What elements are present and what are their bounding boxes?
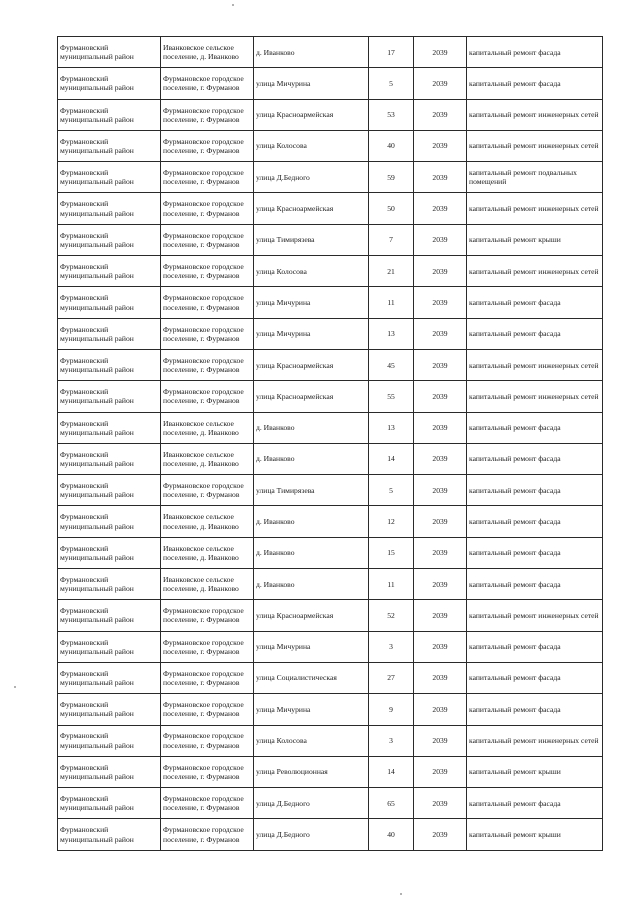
settlement-cell: Фурмановское городское поселение, г. Фурманов: [161, 318, 254, 349]
street-cell: улица Колосова: [254, 130, 369, 161]
settlement-cell: Фурмановское городское поселение, г. Фурманов: [161, 256, 254, 287]
work-type-cell: капитальный ремонт фасада: [467, 68, 603, 99]
year-cell: 2039: [414, 694, 467, 725]
house-number-cell: 52: [369, 600, 414, 631]
work-type-cell: капитальный ремонт крыши: [467, 224, 603, 255]
house-number-cell: 45: [369, 349, 414, 380]
work-type-cell: капитальный ремонт фасада: [467, 475, 603, 506]
street-cell: улица Социалистическая: [254, 662, 369, 693]
table-row: [58, 381, 603, 412]
street-cell: улица Революционная: [254, 756, 369, 787]
house-number-cell: 7: [369, 224, 414, 255]
district-cell: Фурмановский муниципальный район: [58, 224, 161, 255]
year-cell: 2039: [414, 569, 467, 600]
table-row: [58, 193, 603, 224]
street-cell: улица Мичурина: [254, 287, 369, 318]
settlement-cell: Фурмановское городское поселение, г. Фурманов: [161, 162, 254, 193]
year-cell: 2039: [414, 256, 467, 287]
district-cell: Фурмановский муниципальный район: [58, 412, 161, 443]
district-cell: Фурмановский муниципальный район: [58, 537, 161, 568]
district-cell: Фурмановский муниципальный район: [58, 694, 161, 725]
table-row: [58, 819, 603, 850]
year-cell: 2039: [414, 725, 467, 756]
year-cell: 2039: [414, 412, 467, 443]
street-cell: улица Красноармейская: [254, 99, 369, 130]
district-cell: Фурмановский муниципальный район: [58, 130, 161, 161]
house-number-cell: 14: [369, 443, 414, 474]
district-cell: Фурмановский муниципальный район: [58, 68, 161, 99]
scan-speck: [232, 4, 234, 6]
year-cell: 2039: [414, 224, 467, 255]
settlement-cell: Фурмановское городское поселение, г. Фурманов: [161, 130, 254, 161]
settlement-cell: Фурмановское городское поселение, г. Фурманов: [161, 193, 254, 224]
table-row: [58, 37, 603, 68]
work-type-cell: капитальный ремонт фасада: [467, 412, 603, 443]
settlement-cell: Иванковское сельское поселение, д. Иванково: [161, 569, 254, 600]
settlement-cell: Иванковское сельское поселение, д. Иванково: [161, 537, 254, 568]
district-cell: Фурмановский муниципальный район: [58, 725, 161, 756]
work-type-cell: капитальный ремонт фасада: [467, 287, 603, 318]
work-type-cell: капитальный ремонт инженерных сетей: [467, 725, 603, 756]
house-number-cell: 12: [369, 506, 414, 537]
table-row: [58, 662, 603, 693]
street-cell: д. Иванково: [254, 443, 369, 474]
settlement-cell: Иванковское сельское поселение, д. Иванково: [161, 37, 254, 68]
district-cell: Фурмановский муниципальный район: [58, 381, 161, 412]
settlement-cell: Фурмановское городское поселение, г. Фурманов: [161, 725, 254, 756]
year-cell: 2039: [414, 99, 467, 130]
street-cell: д. Иванково: [254, 569, 369, 600]
table-row: [58, 443, 603, 474]
work-type-cell: капитальный ремонт фасада: [467, 318, 603, 349]
table-body: [58, 37, 603, 851]
year-cell: 2039: [414, 475, 467, 506]
district-cell: Фурмановский муниципальный район: [58, 287, 161, 318]
settlement-cell: Фурмановское городское поселение, г. Фурманов: [161, 694, 254, 725]
district-cell: Фурмановский муниципальный район: [58, 256, 161, 287]
settlement-cell: Фурмановское городское поселение, г. Фурманов: [161, 662, 254, 693]
street-cell: улица Мичурина: [254, 68, 369, 99]
year-cell: 2039: [414, 506, 467, 537]
table-row: [58, 68, 603, 99]
work-type-cell: капитальный ремонт подвальных помещений: [467, 162, 603, 193]
street-cell: улица Д.Бедного: [254, 788, 369, 819]
year-cell: 2039: [414, 130, 467, 161]
year-cell: 2039: [414, 600, 467, 631]
table-row: [58, 318, 603, 349]
table-row: [58, 694, 603, 725]
district-cell: Фурмановский муниципальный район: [58, 162, 161, 193]
table-row: [58, 788, 603, 819]
table-row: [58, 287, 603, 318]
table-row: [58, 256, 603, 287]
table-row: [58, 600, 603, 631]
street-cell: д. Иванково: [254, 537, 369, 568]
district-cell: Фурмановский муниципальный район: [58, 99, 161, 130]
street-cell: улица Мичурина: [254, 694, 369, 725]
house-number-cell: 11: [369, 287, 414, 318]
house-number-cell: 5: [369, 475, 414, 506]
settlement-cell: Иванковское сельское поселение, д. Иванково: [161, 443, 254, 474]
house-number-cell: 5: [369, 68, 414, 99]
year-cell: 2039: [414, 193, 467, 224]
work-type-cell: капитальный ремонт инженерных сетей: [467, 193, 603, 224]
house-number-cell: 65: [369, 788, 414, 819]
table-row: [58, 99, 603, 130]
street-cell: улица Тимирязева: [254, 475, 369, 506]
year-cell: 2039: [414, 68, 467, 99]
table-row: [58, 224, 603, 255]
house-number-cell: 21: [369, 256, 414, 287]
table-row: [58, 349, 603, 380]
year-cell: 2039: [414, 788, 467, 819]
district-cell: Фурмановский муниципальный район: [58, 506, 161, 537]
settlement-cell: Иванковское сельское поселение, д. Иванково: [161, 506, 254, 537]
year-cell: 2039: [414, 162, 467, 193]
table-row: [58, 725, 603, 756]
year-cell: 2039: [414, 443, 467, 474]
table-row: [58, 569, 603, 600]
house-number-cell: 40: [369, 819, 414, 850]
settlement-cell: Фурмановское городское поселение, г. Фурманов: [161, 600, 254, 631]
table-row: [58, 537, 603, 568]
settlement-cell: Фурмановское городское поселение, г. Фурманов: [161, 287, 254, 318]
work-type-cell: капитальный ремонт инженерных сетей: [467, 99, 603, 130]
house-number-cell: 17: [369, 37, 414, 68]
district-cell: Фурмановский муниципальный район: [58, 662, 161, 693]
settlement-cell: Фурмановское городское поселение, г. Фурманов: [161, 631, 254, 662]
work-type-cell: капитальный ремонт инженерных сетей: [467, 600, 603, 631]
settlement-cell: Фурмановское городское поселение, г. Фурманов: [161, 819, 254, 850]
table-row: [58, 631, 603, 662]
street-cell: улица Колосова: [254, 256, 369, 287]
house-number-cell: 14: [369, 756, 414, 787]
repair-schedule-table: [57, 36, 603, 851]
year-cell: 2039: [414, 349, 467, 380]
work-type-cell: капитальный ремонт инженерных сетей: [467, 256, 603, 287]
settlement-cell: Фурмановское городское поселение, г. Фурманов: [161, 224, 254, 255]
street-cell: улица Мичурина: [254, 318, 369, 349]
table-row: [58, 506, 603, 537]
house-number-cell: 3: [369, 725, 414, 756]
house-number-cell: 13: [369, 318, 414, 349]
street-cell: улица Тимирязева: [254, 224, 369, 255]
table-row: [58, 756, 603, 787]
work-type-cell: капитальный ремонт фасада: [467, 662, 603, 693]
district-cell: Фурмановский муниципальный район: [58, 37, 161, 68]
street-cell: улица Колосова: [254, 725, 369, 756]
street-cell: улица Красноармейская: [254, 193, 369, 224]
street-cell: улица Красноармейская: [254, 349, 369, 380]
street-cell: д. Иванково: [254, 37, 369, 68]
work-type-cell: капитальный ремонт фасада: [467, 443, 603, 474]
house-number-cell: 50: [369, 193, 414, 224]
year-cell: 2039: [414, 381, 467, 412]
work-type-cell: капитальный ремонт фасада: [467, 537, 603, 568]
district-cell: Фурмановский муниципальный район: [58, 443, 161, 474]
work-type-cell: капитальный ремонт фасада: [467, 631, 603, 662]
house-number-cell: 3: [369, 631, 414, 662]
year-cell: 2039: [414, 37, 467, 68]
work-type-cell: капитальный ремонт инженерных сетей: [467, 130, 603, 161]
year-cell: 2039: [414, 662, 467, 693]
work-type-cell: капитальный ремонт крыши: [467, 756, 603, 787]
settlement-cell: Фурмановское городское поселение, г. Фурманов: [161, 381, 254, 412]
street-cell: улица Д.Бедного: [254, 162, 369, 193]
year-cell: 2039: [414, 287, 467, 318]
house-number-cell: 9: [369, 694, 414, 725]
district-cell: Фурмановский муниципальный район: [58, 193, 161, 224]
district-cell: Фурмановский муниципальный район: [58, 349, 161, 380]
district-cell: Фурмановский муниципальный район: [58, 631, 161, 662]
year-cell: 2039: [414, 631, 467, 662]
house-number-cell: 59: [369, 162, 414, 193]
district-cell: Фурмановский муниципальный район: [58, 318, 161, 349]
settlement-cell: Иванковское сельское поселение, д. Иванково: [161, 412, 254, 443]
table-row: [58, 475, 603, 506]
scan-speck: [14, 686, 16, 688]
settlement-cell: Фурмановское городское поселение, г. Фурманов: [161, 475, 254, 506]
house-number-cell: 13: [369, 412, 414, 443]
district-cell: Фурмановский муниципальный район: [58, 819, 161, 850]
work-type-cell: капитальный ремонт крыши: [467, 819, 603, 850]
table-row: [58, 130, 603, 161]
work-type-cell: капитальный ремонт фасада: [467, 788, 603, 819]
district-cell: Фурмановский муниципальный район: [58, 569, 161, 600]
table-row: [58, 162, 603, 193]
work-type-cell: капитальный ремонт инженерных сетей: [467, 349, 603, 380]
year-cell: 2039: [414, 318, 467, 349]
house-number-cell: 40: [369, 130, 414, 161]
work-type-cell: капитальный ремонт инженерных сетей: [467, 381, 603, 412]
settlement-cell: Фурмановское городское поселение, г. Фурманов: [161, 68, 254, 99]
house-number-cell: 27: [369, 662, 414, 693]
work-type-cell: капитальный ремонт фасада: [467, 37, 603, 68]
district-cell: Фурмановский муниципальный район: [58, 475, 161, 506]
year-cell: 2039: [414, 819, 467, 850]
house-number-cell: 53: [369, 99, 414, 130]
district-cell: Фурмановский муниципальный район: [58, 600, 161, 631]
work-type-cell: капитальный ремонт фасада: [467, 569, 603, 600]
street-cell: улица Мичурина: [254, 631, 369, 662]
settlement-cell: Фурмановское городское поселение, г. Фурманов: [161, 788, 254, 819]
house-number-cell: 15: [369, 537, 414, 568]
district-cell: Фурмановский муниципальный район: [58, 788, 161, 819]
house-number-cell: 55: [369, 381, 414, 412]
street-cell: д. Иванково: [254, 412, 369, 443]
street-cell: улица Д.Бедного: [254, 819, 369, 850]
settlement-cell: Фурмановское городское поселение, г. Фурманов: [161, 756, 254, 787]
house-number-cell: 11: [369, 569, 414, 600]
district-cell: Фурмановский муниципальный район: [58, 756, 161, 787]
work-type-cell: капитальный ремонт фасада: [467, 694, 603, 725]
settlement-cell: Фурмановское городское поселение, г. Фурманов: [161, 349, 254, 380]
work-type-cell: капитальный ремонт фасада: [467, 506, 603, 537]
table-row: [58, 412, 603, 443]
street-cell: д. Иванково: [254, 506, 369, 537]
settlement-cell: Фурмановское городское поселение, г. Фурманов: [161, 99, 254, 130]
street-cell: улица Красноармейская: [254, 381, 369, 412]
street-cell: улица Красноармейская: [254, 600, 369, 631]
year-cell: 2039: [414, 756, 467, 787]
scan-speck: [400, 893, 402, 895]
year-cell: 2039: [414, 537, 467, 568]
